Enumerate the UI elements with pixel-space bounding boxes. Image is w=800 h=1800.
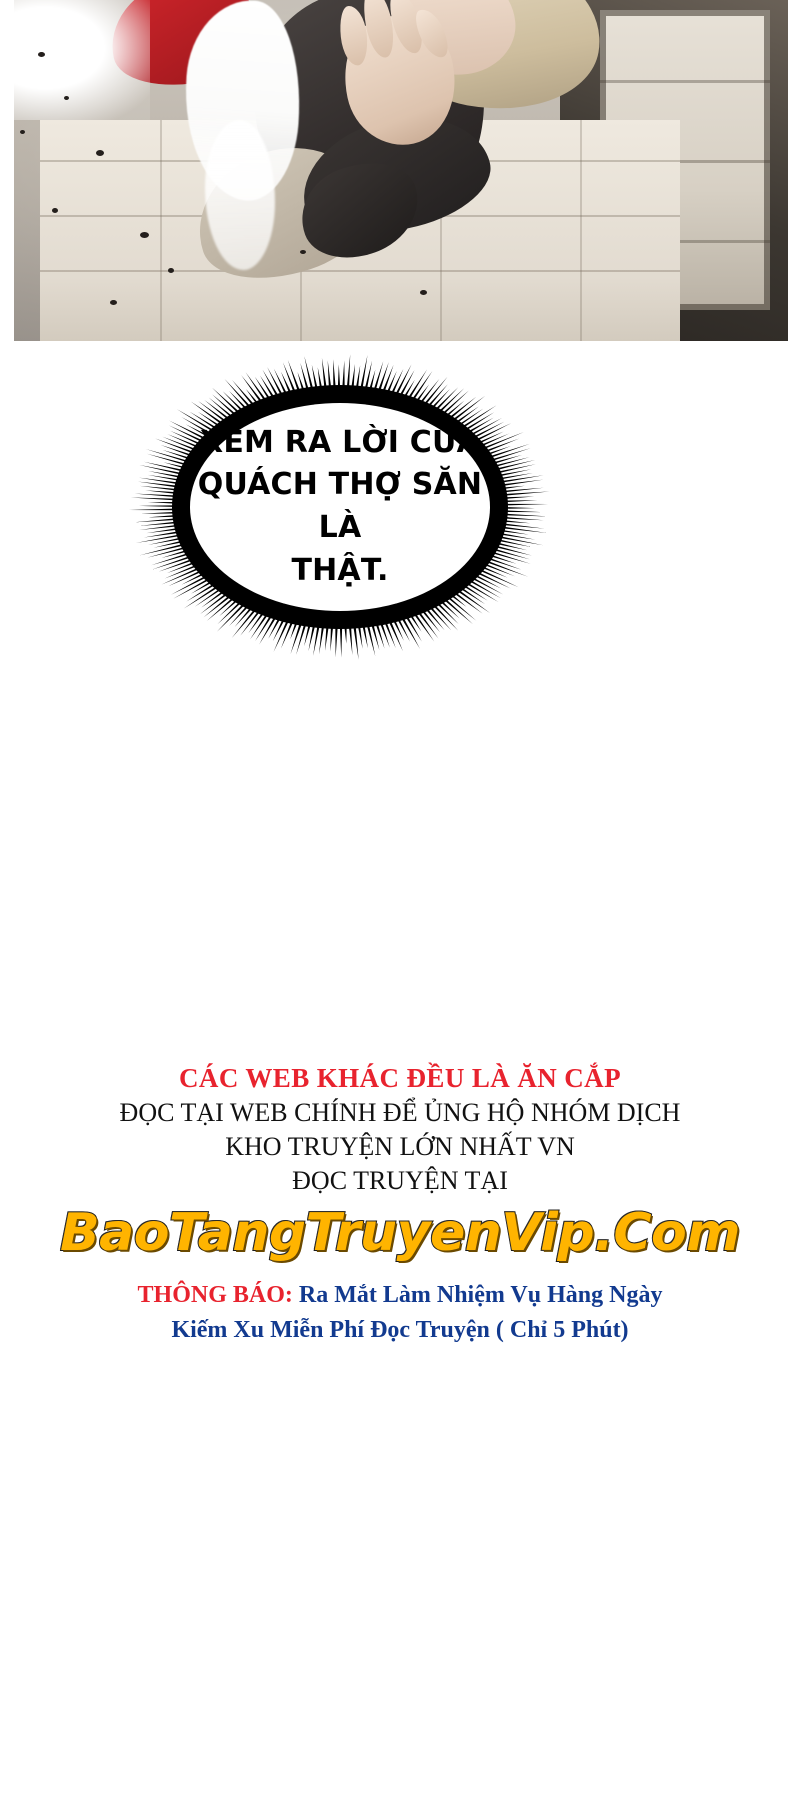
speech-bubble-text: XEM RA LỜI CỦA QUÁCH THỢ SĂN LÀ THẬT.: [197, 424, 483, 588]
comic-panel-top: [0, 0, 800, 345]
promo-block: [0, 1062, 800, 1347]
promo-read-at-line: ĐỌC TRUYỆN TẠI: [292, 1166, 508, 1196]
promo-notice-label: THÔNG BÁO:: [137, 1281, 293, 1308]
promo-notice: [0, 1278, 800, 1348]
promo-warning-line: CÁC WEB KHÁC ĐỀU LÀ ĂN CẮP: [179, 1063, 621, 1093]
promo-brand-link[interactable]: BaoTangTruyenVip.Com: [60, 1202, 740, 1263]
speech-bubble: [120, 352, 560, 662]
light-flare: [0, 0, 150, 120]
panel-artwork: [0, 0, 800, 345]
promo-notice-line2: Kiếm Xu Miễn Phí Đọc Truyện ( Chỉ 5 Phút): [171, 1316, 629, 1343]
promo-support-line: ĐỌC TẠI WEB CHÍNH ĐỂ ỦNG HỘ NHÓM DỊCH: [119, 1097, 681, 1127]
promo-library-line: KHO TRUYỆN LỚN NHẤT VN: [225, 1132, 575, 1162]
promo-notice-line1: Ra Mắt Làm Nhiệm Vụ Hàng Ngày: [292, 1281, 663, 1308]
speech-bubble-shape: [120, 352, 560, 662]
